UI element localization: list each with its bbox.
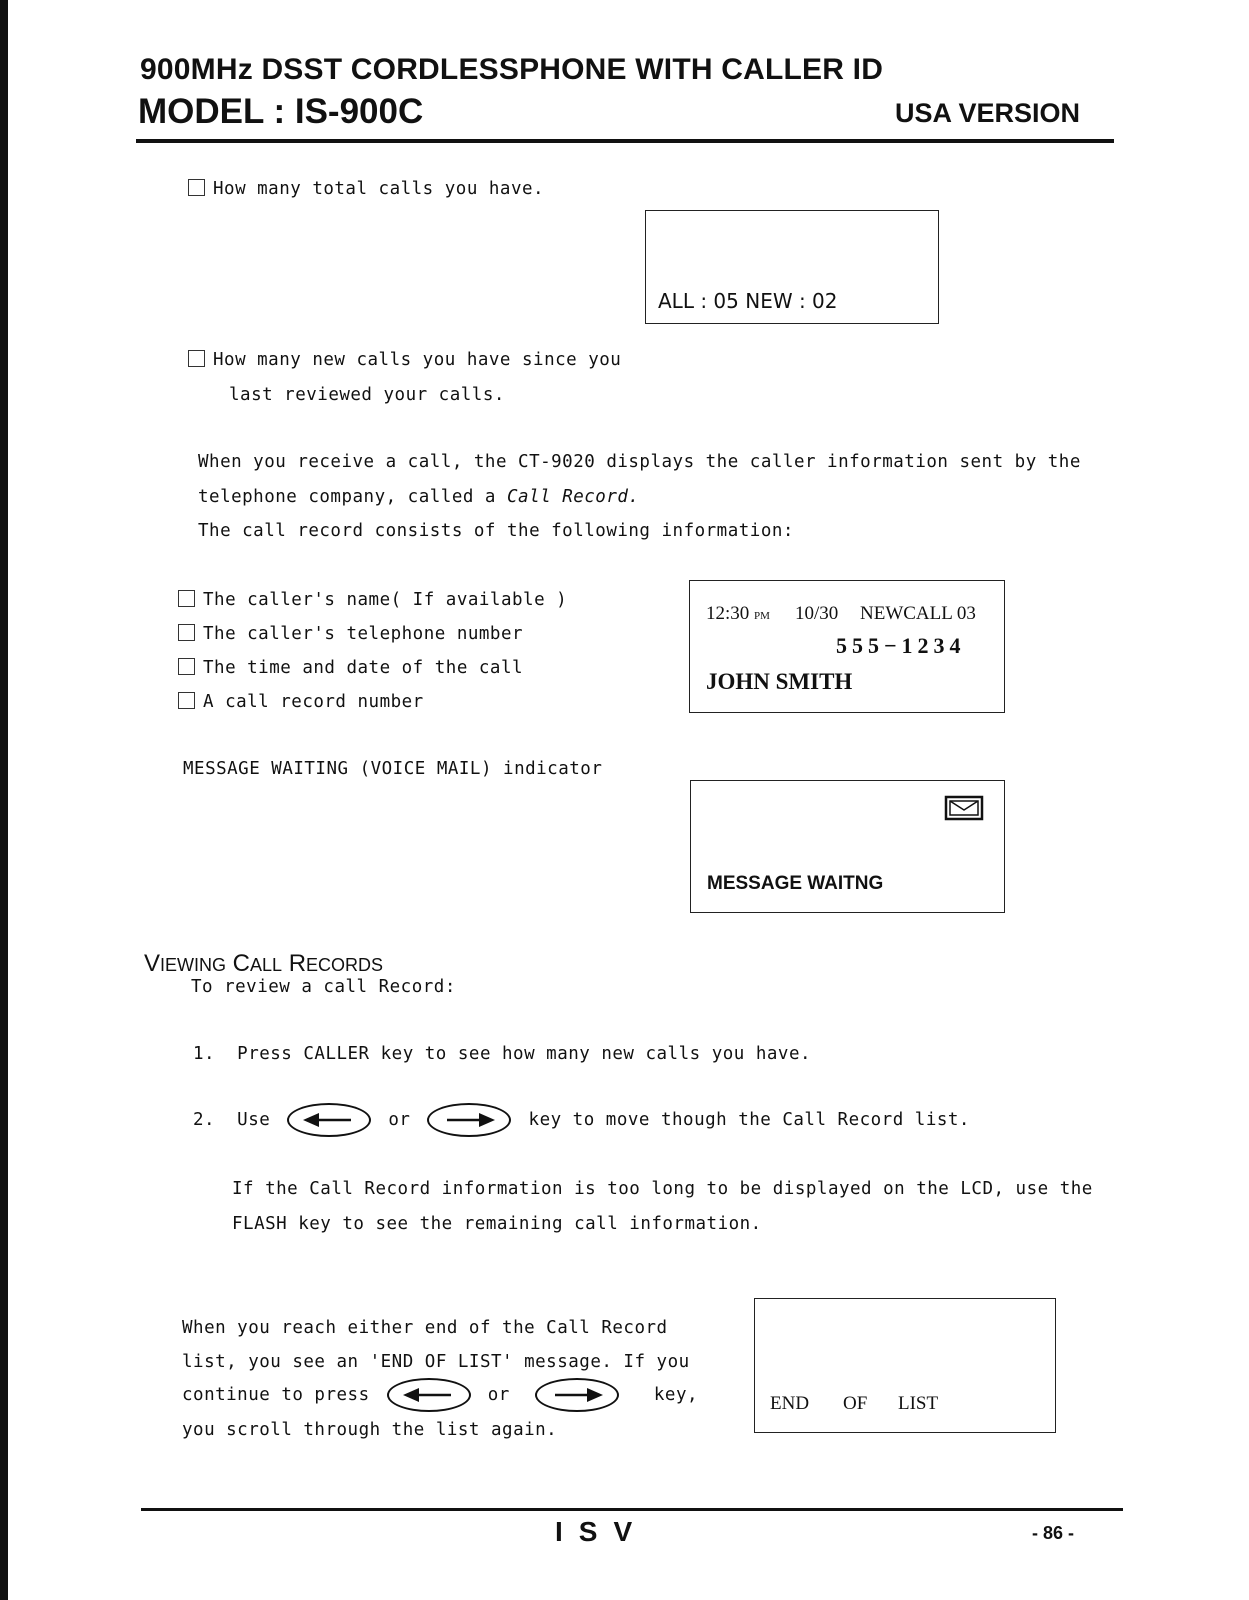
heading-part: R <box>282 950 307 977</box>
bullet-new-calls-cont: last reviewed your calls. <box>229 385 505 405</box>
record-item-text: The caller's telephone number <box>203 624 524 644</box>
intro-line-1: When you receive a call, the CT-9020 displays the caller information sent by the <box>198 452 1081 472</box>
end-list-line-4: you scroll through the list again. <box>182 1420 558 1440</box>
lcd-message-waiting <box>690 780 1005 913</box>
heading-part: ALL <box>250 955 283 975</box>
right-arrow-key-icon <box>535 1378 619 1412</box>
checkbox-icon <box>178 590 195 607</box>
lcd-time-value: 12:30 <box>706 603 750 624</box>
envelope-icon <box>944 795 984 821</box>
checkbox-icon <box>178 658 195 675</box>
step-number: 1. <box>193 1044 216 1064</box>
step-2-note-line-2: FLASH key to see the remaining call information. <box>232 1214 762 1234</box>
left-arrow-key-icon <box>387 1378 471 1412</box>
lcd-end-of-list <box>754 1298 1056 1433</box>
checkbox-icon <box>178 692 195 709</box>
lcd-total-text: ALL : 05 NEW : 02 <box>658 289 838 313</box>
step-text: key to move though the Call Record list. <box>528 1110 970 1130</box>
end-list-line-1: When you reach either end of the Call Record <box>182 1318 668 1338</box>
record-item-number <box>178 624 523 644</box>
section-intro: To review a call Record: <box>191 977 456 997</box>
left-arrow-key-icon <box>287 1103 371 1137</box>
record-item-time <box>178 658 523 678</box>
step-1 <box>193 1044 811 1064</box>
step-text: Press CALLER key to see how many new calls you have. <box>237 1044 812 1064</box>
lcd-message-text: MESSAGE WAITNG <box>707 873 884 894</box>
lcd-phone-number: 555−1234 <box>836 633 966 658</box>
step-2 <box>193 1103 970 1137</box>
end-list-text: continue to press <box>182 1385 370 1405</box>
end-list-line-2: list, you see an 'END OF LIST' message. If you <box>182 1352 690 1372</box>
record-item-text: The caller's name( If available ) <box>203 590 568 610</box>
lcd-total-calls <box>645 210 939 324</box>
call-record-term: Call Record. <box>507 487 640 507</box>
record-item-name <box>178 590 567 610</box>
record-item-text: A call record number <box>203 692 424 712</box>
lcd-of-word: OF <box>843 1393 868 1414</box>
step-number: 2. <box>193 1110 216 1130</box>
step-2-note-line-1: If the Call Record information is too long to be displayed on the LCD, use the <box>232 1179 1093 1199</box>
lcd-call-record <box>689 580 1005 713</box>
record-item-text: The time and date of the call <box>203 658 524 678</box>
or-text: or <box>487 1385 510 1405</box>
end-list-line-3 <box>182 1378 698 1412</box>
intro-line-2-text: telephone company, called a <box>198 487 508 507</box>
heading-part: IEWING <box>160 955 227 975</box>
bullet-total-calls <box>188 179 544 199</box>
message-waiting-label: MESSAGE WAITING (VOICE MAIL) indicator <box>183 759 603 779</box>
checkbox-icon <box>188 350 205 367</box>
record-item-record-number <box>178 692 424 712</box>
footer-rule <box>141 1508 1123 1511</box>
right-arrow-key-icon <box>427 1103 511 1137</box>
page-number: - 86 - <box>1032 1523 1075 1543</box>
section-heading <box>144 950 383 978</box>
heading-part: ECORDS <box>306 955 384 975</box>
checkbox-icon <box>188 179 205 196</box>
version-label: USA VERSION <box>895 98 1081 128</box>
lcd-list-word: LIST <box>898 1393 939 1414</box>
lcd-ampm: PM <box>754 610 770 622</box>
lcd-end-word: END <box>770 1393 810 1414</box>
intro-line-3: The call record consists of the following information: <box>198 521 794 541</box>
step-text: Use <box>237 1110 271 1130</box>
bullet-text: How many new calls you have since you <box>213 350 622 370</box>
lcd-caller-name: JOHN SMITH <box>706 669 853 694</box>
page-edge-bar <box>0 0 8 1600</box>
lcd-time <box>706 603 770 625</box>
footer-brand: ISV <box>555 1516 649 1547</box>
intro-line-2 <box>198 487 639 507</box>
end-list-text: key, <box>653 1385 699 1405</box>
document-title: 900MHz DSST CORDLESSPHONE WITH CALLER ID <box>140 53 884 86</box>
bullet-new-calls <box>188 350 621 370</box>
bullet-text: How many total calls you have. <box>213 179 545 199</box>
model-number: MODEL : IS-900C <box>138 92 424 131</box>
lcd-newcall: NEWCALL 03 <box>860 603 976 624</box>
lcd-date: 10/30 <box>795 603 839 624</box>
header-rule <box>136 139 1114 143</box>
heading-part: C <box>226 950 251 977</box>
checkbox-icon <box>178 624 195 641</box>
or-text: or <box>388 1110 411 1130</box>
heading-part: V <box>144 950 161 977</box>
